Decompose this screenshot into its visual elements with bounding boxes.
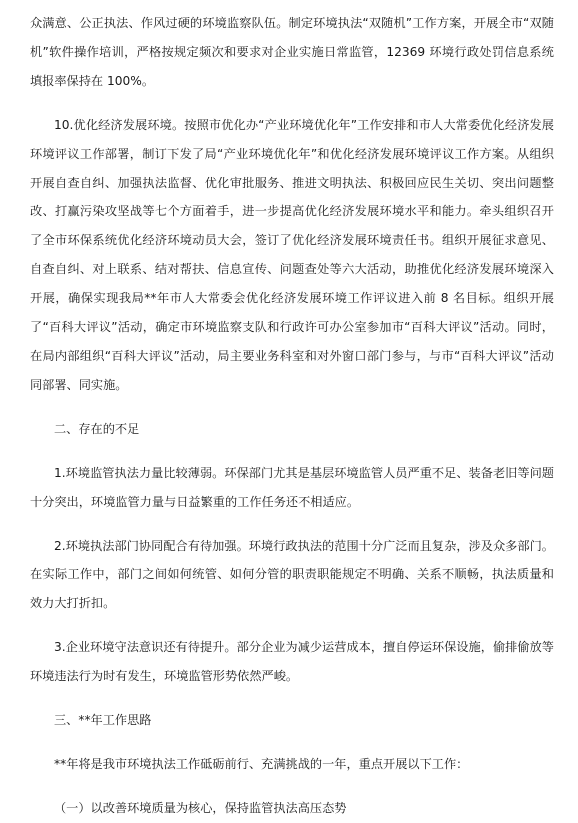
paragraph-shortcoming-2: 2.环境执法部门协同配合有待加强。环境行政执法的范围十分广泛而且复杂，涉及众多部门。在实际工作中，部门之间如何统管、如何分管的职责职能规定不明确、关系不顺畅，执法质量和效力大打折扣。 [30,538,554,611]
paragraph-work-plan-intro: **年将是我市环境执法工作砥砺前行、充满挑战的一年，重点开展以下工作： [54,756,469,771]
paragraph-shortcoming-3: 3.企业环境守法意识还有待提升。部分企业为减少运营成本，擅自停运环保设施，偷排偷放等环境违法行为时有发生，环境监管形势依然严峻。 [30,640,554,684]
section-heading-shortcomings: 二、存在的不足 [54,421,140,436]
paragraph-supervision-team: 众满意、公正执法、作风过硬的环境监察队伍。制定环境执法“双随机”工作方案，开展全市“双随机”软件操作培训，严格按规定频次和要求对企业实施日常监管，12369 环境行政处罚信息系统填报率保持在 100%。 [30,16,554,88]
section-heading-work-plan: 三、**年工作思路 [54,713,152,728]
subsection-heading-1: （一）以改善环境质量为核心，保持监管执法高压态势 [54,800,347,815]
paragraph-shortcoming-1: 1.环境监管执法力量比较薄弱。环保部门尤其是基层环境监管人员严重不足、装备老旧等问题十分突出，环境监管力量与日益繁重的工作任务还不相适应。 [30,465,554,509]
paragraph-item-10-business-environment: 10.优化经济发展环境。按照市优化办“产业环境优化年”工作安排和市人大常委优化经济发展环境评议工作部署，制订下发了局“产业环境优化年”和优化经济发展环境评议工作方案。从组织开展自查自纠、加强执法监督、优化审批服务、推进文明执法、积极回应民生关切、突出问题整改、打赢污染攻坚战等七个方面着手，进一步提高优化经济发展环境水平和能力。牵头组织召开了全市环保系统优化经济环境动员大会，签订了优化经济发展环境责任书。组织开展征求意见、自查自纠、对上联系、结对帮扶、信息宣传、问题查处等六大活动，助推优化经济发展环境深入开展，确保实现我局**年市人大常委会优化经济发展环境工作评议进入前 8 名目标。组织开展了“百科大评议”活动，确定市环境监察支队和行政许可办公室参加市“百科大评议”活动。同时，在局内部组织“百科大评议”活动，局主要业务科室和对外窗口部门参与，与市“百科大评议”活动同部署、同实施。 [30,117,554,392]
